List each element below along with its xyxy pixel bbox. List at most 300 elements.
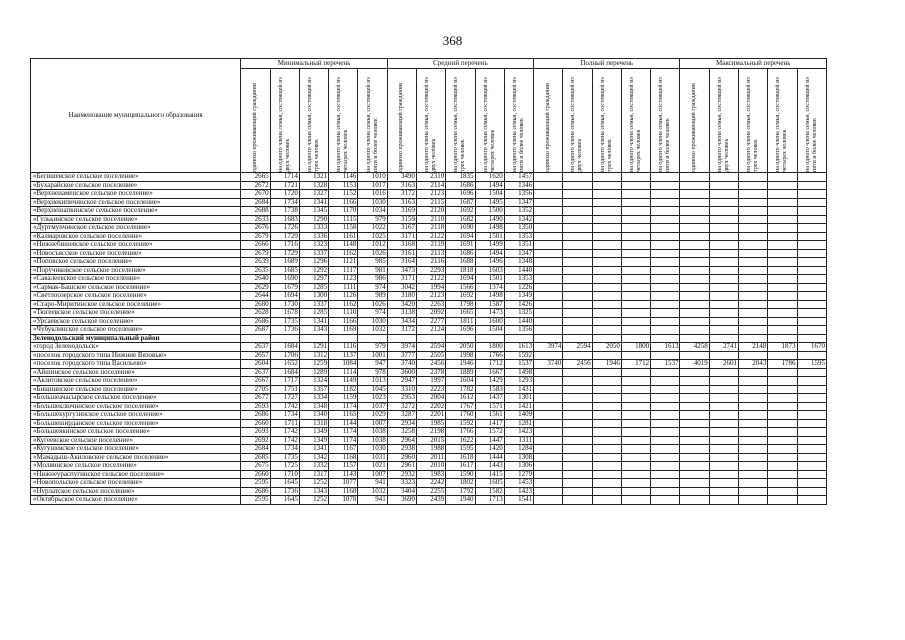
value-cell: 1688 bbox=[446, 258, 475, 267]
value-cell: 1447 bbox=[475, 436, 504, 445]
value-cell: 1742 bbox=[270, 436, 299, 445]
value-cell bbox=[680, 419, 709, 428]
value-cell: 1341 bbox=[299, 198, 328, 207]
value-cell: 1342 bbox=[299, 453, 328, 462]
value-cell bbox=[563, 292, 592, 301]
value-cell bbox=[534, 334, 563, 343]
value-cell bbox=[651, 445, 680, 454]
value-cell bbox=[534, 190, 563, 199]
table-row bbox=[31, 394, 827, 403]
group-header-maximal: Максимальный перечень bbox=[680, 59, 827, 69]
value-cell: 2953 bbox=[387, 394, 416, 403]
subcolumn-header-label: на одного члена семьи, состоящей из пяти и более человек bbox=[511, 77, 525, 172]
value-cell bbox=[797, 436, 827, 445]
table-row bbox=[31, 232, 827, 241]
value-cell: 4258 bbox=[680, 343, 709, 352]
value-cell bbox=[738, 334, 767, 343]
value-cell bbox=[651, 334, 680, 343]
value-cell bbox=[592, 300, 621, 309]
value-cell: 1332 bbox=[299, 462, 328, 471]
value-cell bbox=[738, 249, 767, 258]
value-cell: 1440 bbox=[504, 266, 533, 275]
value-cell bbox=[534, 326, 563, 335]
municipality-name: «Молвинское сельское поселение» bbox=[31, 462, 241, 471]
municipality-name: «Новопольское сельское поселение» bbox=[31, 479, 241, 488]
value-cell: 2594 bbox=[563, 343, 592, 352]
value-cell bbox=[738, 385, 767, 394]
value-cell: 1291 bbox=[299, 343, 328, 352]
value-cell: 1357 bbox=[299, 385, 328, 394]
value-cell: 1162 bbox=[329, 300, 358, 309]
value-cell bbox=[651, 487, 680, 496]
value-cell: 1798 bbox=[446, 300, 475, 309]
value-cell bbox=[709, 249, 738, 258]
municipality-name: «Айшинское сельское поселение» bbox=[31, 368, 241, 377]
value-cell: 2050 bbox=[446, 343, 475, 352]
value-cell bbox=[680, 241, 709, 250]
value-cell: 1111 bbox=[329, 283, 358, 292]
value-cell: 2629 bbox=[241, 283, 270, 292]
value-cell: 1734 bbox=[270, 411, 299, 420]
value-cell: 1166 bbox=[329, 317, 358, 326]
value-cell: 1429 bbox=[475, 377, 504, 386]
value-cell: 1016 bbox=[358, 190, 387, 199]
value-cell bbox=[680, 411, 709, 420]
value-cell: 1336 bbox=[299, 232, 328, 241]
table-row bbox=[31, 428, 827, 437]
value-cell: 2456 bbox=[563, 360, 592, 369]
value-cell bbox=[651, 317, 680, 326]
value-cell bbox=[621, 266, 650, 275]
value-cell: 979 bbox=[358, 215, 387, 224]
municipality-name: «Верхнекипичинское сельское поселение» bbox=[31, 198, 241, 207]
value-cell bbox=[592, 326, 621, 335]
table-row bbox=[31, 445, 827, 454]
value-cell bbox=[592, 309, 621, 318]
value-cell bbox=[621, 419, 650, 428]
value-cell bbox=[709, 300, 738, 309]
value-cell: 3473 bbox=[387, 266, 416, 275]
value-cell: 1037 bbox=[358, 402, 387, 411]
value-cell bbox=[651, 326, 680, 335]
value-cell: 1308 bbox=[504, 453, 533, 462]
value-cell bbox=[709, 470, 738, 479]
value-cell: 1735 bbox=[270, 453, 299, 462]
value-cell: 2679 bbox=[241, 249, 270, 258]
value-cell: 1252 bbox=[299, 479, 328, 488]
value-cell: 1356 bbox=[504, 326, 533, 335]
value-cell: 3434 bbox=[387, 317, 416, 326]
value-cell: 1692 bbox=[446, 292, 475, 301]
value-cell bbox=[797, 317, 827, 326]
value-cell: 1734 bbox=[270, 198, 299, 207]
value-cell bbox=[592, 462, 621, 471]
value-cell bbox=[738, 462, 767, 471]
subcolumn-header-label: одиноко проживающий гражданин bbox=[251, 83, 258, 172]
value-cell bbox=[592, 496, 621, 505]
value-cell: 2293 bbox=[416, 266, 445, 275]
value-cell: 1721 bbox=[270, 181, 299, 190]
value-cell bbox=[592, 385, 621, 394]
value-cell: 1117 bbox=[329, 266, 358, 275]
value-cell bbox=[475, 334, 504, 343]
municipality-name: «Большеякинское сельское поселение» bbox=[31, 428, 241, 437]
value-cell bbox=[534, 181, 563, 190]
value-cell: 3404 bbox=[387, 487, 416, 496]
value-cell bbox=[768, 207, 797, 216]
value-cell bbox=[680, 300, 709, 309]
value-cell bbox=[797, 309, 827, 318]
municipality-name: «Нижнебишевское сельское поселение» bbox=[31, 241, 241, 250]
value-cell: 1498 bbox=[475, 292, 504, 301]
value-cell bbox=[680, 496, 709, 505]
value-cell: 2680 bbox=[241, 300, 270, 309]
value-cell bbox=[563, 428, 592, 437]
value-cell: 1343 bbox=[299, 487, 328, 496]
value-cell bbox=[621, 190, 650, 199]
subcolumn-header-label: на одного члена семьи, состоящей из трех человек bbox=[599, 77, 613, 172]
value-cell: 2684 bbox=[241, 445, 270, 454]
value-cell: 1345 bbox=[299, 207, 328, 216]
value-cell bbox=[680, 258, 709, 267]
value-cell: 1566 bbox=[446, 283, 475, 292]
value-cell bbox=[563, 479, 592, 488]
value-cell: 1717 bbox=[270, 377, 299, 386]
value-cell: 1169 bbox=[329, 326, 358, 335]
value-cell bbox=[738, 173, 767, 182]
value-cell bbox=[387, 334, 416, 343]
value-cell bbox=[651, 300, 680, 309]
value-cell: 1017 bbox=[358, 181, 387, 190]
value-cell bbox=[592, 198, 621, 207]
value-cell bbox=[768, 198, 797, 207]
value-cell: 2938 bbox=[387, 445, 416, 454]
value-cell bbox=[680, 317, 709, 326]
value-cell bbox=[563, 436, 592, 445]
value-cell: 1296 bbox=[299, 258, 328, 267]
value-cell bbox=[680, 334, 709, 343]
table-row bbox=[31, 343, 827, 352]
value-cell bbox=[534, 496, 563, 505]
value-cell: 1665 bbox=[446, 309, 475, 318]
value-cell bbox=[738, 487, 767, 496]
value-cell bbox=[563, 215, 592, 224]
value-cell bbox=[621, 385, 650, 394]
value-cell bbox=[738, 377, 767, 386]
value-cell: 2116 bbox=[416, 258, 445, 267]
value-cell bbox=[680, 283, 709, 292]
table-row bbox=[31, 198, 827, 207]
value-cell: 1293 bbox=[504, 377, 533, 386]
subcolumn-header bbox=[299, 69, 328, 173]
value-cell bbox=[416, 334, 445, 343]
value-cell bbox=[651, 377, 680, 386]
value-cell: 3258 bbox=[387, 428, 416, 437]
table-row bbox=[31, 368, 827, 377]
value-cell: 2934 bbox=[387, 419, 416, 428]
value-cell bbox=[680, 385, 709, 394]
value-cell: 1115 bbox=[329, 215, 358, 224]
municipality-name: «Кугушевское сельское поселение» bbox=[31, 445, 241, 454]
municipality-name: «Савалеевское сельское поселение» bbox=[31, 275, 241, 284]
value-cell: 2684 bbox=[241, 198, 270, 207]
value-cell bbox=[768, 266, 797, 275]
subcolumn-header-label: на одного члена семьи, состоящей из четырех человек bbox=[336, 77, 350, 172]
value-cell bbox=[768, 411, 797, 420]
value-cell: 1289 bbox=[299, 368, 328, 377]
value-cell bbox=[563, 232, 592, 241]
value-cell bbox=[680, 436, 709, 445]
value-cell: 2242 bbox=[416, 479, 445, 488]
value-cell bbox=[738, 470, 767, 479]
value-cell bbox=[534, 173, 563, 182]
value-cell bbox=[738, 496, 767, 505]
table-row bbox=[31, 300, 827, 309]
value-cell bbox=[651, 207, 680, 216]
value-cell: 3163 bbox=[387, 198, 416, 207]
value-cell bbox=[534, 275, 563, 284]
value-cell bbox=[651, 436, 680, 445]
value-cell: 1352 bbox=[504, 207, 533, 216]
municipality-name: «Поручиковское сельское поселение» bbox=[31, 266, 241, 275]
value-cell bbox=[534, 377, 563, 386]
value-cell: 1537 bbox=[504, 360, 533, 369]
value-cell: 1496 bbox=[475, 258, 504, 267]
value-cell: 3172 bbox=[387, 326, 416, 335]
table-row bbox=[31, 479, 827, 488]
value-cell bbox=[534, 445, 563, 454]
value-cell bbox=[709, 275, 738, 284]
value-cell: 1583 bbox=[475, 385, 504, 394]
value-cell: 2004 bbox=[416, 394, 445, 403]
value-cell bbox=[651, 496, 680, 505]
value-cell: 1420 bbox=[475, 445, 504, 454]
value-cell: 1690 bbox=[270, 275, 299, 284]
value-cell: 1022 bbox=[358, 224, 387, 233]
value-cell: 1725 bbox=[270, 462, 299, 471]
municipality-name: «Акзиговское сельское поселение» bbox=[31, 377, 241, 386]
value-cell bbox=[738, 479, 767, 488]
value-cell bbox=[563, 283, 592, 292]
value-cell bbox=[709, 402, 738, 411]
value-cell: 1174 bbox=[329, 428, 358, 437]
page-number: 368 bbox=[442, 33, 463, 48]
value-cell: 2665 bbox=[241, 173, 270, 182]
table-row bbox=[31, 292, 827, 301]
value-cell: 1620 bbox=[475, 173, 504, 182]
value-cell: 1726 bbox=[270, 224, 299, 233]
value-cell bbox=[797, 300, 827, 309]
value-cell bbox=[709, 351, 738, 360]
value-cell bbox=[534, 394, 563, 403]
value-cell bbox=[797, 377, 827, 386]
value-cell: 1290 bbox=[299, 215, 328, 224]
value-cell: 1444 bbox=[475, 453, 504, 462]
value-cell: 2639 bbox=[241, 258, 270, 267]
value-cell bbox=[446, 334, 475, 343]
value-cell: 1110 bbox=[329, 309, 358, 318]
value-cell bbox=[534, 300, 563, 309]
value-cell bbox=[651, 411, 680, 420]
value-cell bbox=[797, 224, 827, 233]
value-cell bbox=[768, 402, 797, 411]
table-row bbox=[31, 249, 827, 258]
value-cell: 1800 bbox=[475, 343, 504, 352]
value-cell: 1689 bbox=[270, 258, 299, 267]
value-cell: 1686 bbox=[446, 249, 475, 258]
value-cell bbox=[563, 266, 592, 275]
value-cell: 1174 bbox=[329, 436, 358, 445]
value-cell bbox=[680, 479, 709, 488]
value-cell: 2378 bbox=[416, 368, 445, 377]
value-cell: 2043 bbox=[738, 360, 767, 369]
value-cell bbox=[738, 453, 767, 462]
value-cell bbox=[680, 487, 709, 496]
value-cell bbox=[680, 470, 709, 479]
value-cell: 2604 bbox=[241, 360, 270, 369]
value-cell bbox=[534, 487, 563, 496]
value-cell: 2118 bbox=[416, 224, 445, 233]
value-cell: 1685 bbox=[270, 266, 299, 275]
value-cell bbox=[592, 241, 621, 250]
value-cell bbox=[651, 309, 680, 318]
value-cell: 1490 bbox=[475, 215, 504, 224]
value-cell bbox=[592, 445, 621, 454]
value-cell bbox=[797, 487, 827, 496]
municipality-name: «Большеачасырское сельское поселение» bbox=[31, 394, 241, 403]
municipality-name: «Светлоозерское сельское поселение» bbox=[31, 292, 241, 301]
value-cell: 1347 bbox=[504, 198, 533, 207]
value-cell bbox=[680, 445, 709, 454]
value-cell bbox=[738, 224, 767, 233]
value-cell: 2601 bbox=[709, 360, 738, 369]
value-cell: 2705 bbox=[241, 385, 270, 394]
subcolumn-header-label: на одного члена семьи, состоящей из двух человек bbox=[277, 77, 291, 172]
value-cell bbox=[621, 300, 650, 309]
subcolumn-header bbox=[592, 69, 621, 173]
value-cell bbox=[709, 419, 738, 428]
value-cell bbox=[797, 368, 827, 377]
value-cell: 1457 bbox=[504, 173, 533, 182]
municipality-name: «Бишнинское сельское поселение» bbox=[31, 385, 241, 394]
value-cell: 2741 bbox=[709, 343, 738, 352]
value-cell bbox=[768, 445, 797, 454]
value-cell: 1988 bbox=[416, 445, 445, 454]
value-cell: 1158 bbox=[329, 224, 358, 233]
value-cell bbox=[563, 402, 592, 411]
subcolumn-header bbox=[768, 69, 797, 173]
value-cell: 2223 bbox=[416, 385, 445, 394]
value-cell bbox=[680, 394, 709, 403]
subcolumn-header-label: на одного члена семьи, состоящей из четырех человек bbox=[629, 77, 643, 172]
value-cell: 1652 bbox=[270, 360, 299, 369]
value-cell bbox=[563, 462, 592, 471]
value-cell bbox=[270, 334, 299, 343]
value-cell bbox=[592, 470, 621, 479]
value-cell bbox=[797, 326, 827, 335]
value-cell bbox=[563, 275, 592, 284]
subcolumn-header-label: одиноко проживающий гражданин bbox=[544, 83, 551, 172]
value-cell: 1711 bbox=[270, 419, 299, 428]
value-cell bbox=[563, 181, 592, 190]
municipality-name: «Большеключинское сельское поселение» bbox=[31, 402, 241, 411]
value-cell: 1126 bbox=[329, 292, 358, 301]
subcolumn-header bbox=[709, 69, 738, 173]
value-cell: 2660 bbox=[241, 470, 270, 479]
value-cell: 1690 bbox=[446, 224, 475, 233]
value-cell: 1682 bbox=[446, 215, 475, 224]
value-cell: 1613 bbox=[504, 343, 533, 352]
value-cell: 3323 bbox=[387, 479, 416, 488]
value-cell: 1541 bbox=[504, 496, 533, 505]
value-cell: 1149 bbox=[329, 377, 358, 386]
value-cell bbox=[768, 394, 797, 403]
value-cell: 3740 bbox=[387, 360, 416, 369]
value-cell: 1349 bbox=[299, 428, 328, 437]
value-cell bbox=[534, 436, 563, 445]
value-cell: 1030 bbox=[358, 445, 387, 454]
value-cell bbox=[709, 317, 738, 326]
value-cell bbox=[738, 428, 767, 437]
municipality-name: «Гулькинское сельское поселение» bbox=[31, 215, 241, 224]
value-cell: 1030 bbox=[358, 198, 387, 207]
value-cell bbox=[241, 334, 270, 343]
value-cell: 1034 bbox=[358, 207, 387, 216]
value-cell: 2675 bbox=[241, 462, 270, 471]
value-cell bbox=[621, 377, 650, 386]
value-cell: 1712 bbox=[621, 360, 650, 369]
value-cell: 1351 bbox=[504, 241, 533, 250]
value-cell bbox=[797, 394, 827, 403]
value-cell: 1766 bbox=[475, 351, 504, 360]
value-cell: 941 bbox=[358, 479, 387, 488]
value-cell: 1078 bbox=[329, 496, 358, 505]
value-cell: 2010 bbox=[416, 462, 445, 471]
subcolumn-header-label: одиноко проживающий гражданин bbox=[691, 83, 698, 172]
value-cell bbox=[534, 232, 563, 241]
table-row bbox=[31, 258, 827, 267]
value-cell: 1337 bbox=[299, 249, 328, 258]
value-cell: 986 bbox=[358, 275, 387, 284]
value-cell bbox=[592, 436, 621, 445]
value-cell: 1311 bbox=[504, 436, 533, 445]
value-cell: 1727 bbox=[270, 394, 299, 403]
value-cell: 1121 bbox=[329, 258, 358, 267]
value-cell: 2686 bbox=[241, 487, 270, 496]
value-cell bbox=[621, 173, 650, 182]
table-row bbox=[31, 462, 827, 471]
table-row bbox=[31, 283, 827, 292]
value-cell: 3420 bbox=[387, 300, 416, 309]
value-cell: 1501 bbox=[475, 232, 504, 241]
value-cell: 1343 bbox=[299, 326, 328, 335]
value-cell bbox=[768, 224, 797, 233]
municipality-name: «Бухарайское сельское поселение» bbox=[31, 181, 241, 190]
value-cell: 2947 bbox=[387, 377, 416, 386]
value-cell bbox=[563, 249, 592, 258]
value-cell: 1678 bbox=[270, 309, 299, 318]
value-cell bbox=[621, 258, 650, 267]
value-cell bbox=[651, 402, 680, 411]
value-cell: 2120 bbox=[416, 207, 445, 216]
value-cell: 1889 bbox=[446, 368, 475, 377]
value-cell bbox=[299, 334, 328, 343]
value-cell: 1994 bbox=[416, 283, 445, 292]
value-cell bbox=[797, 207, 827, 216]
value-cell bbox=[738, 351, 767, 360]
value-cell: 1592 bbox=[504, 351, 533, 360]
value-cell: 2686 bbox=[241, 317, 270, 326]
